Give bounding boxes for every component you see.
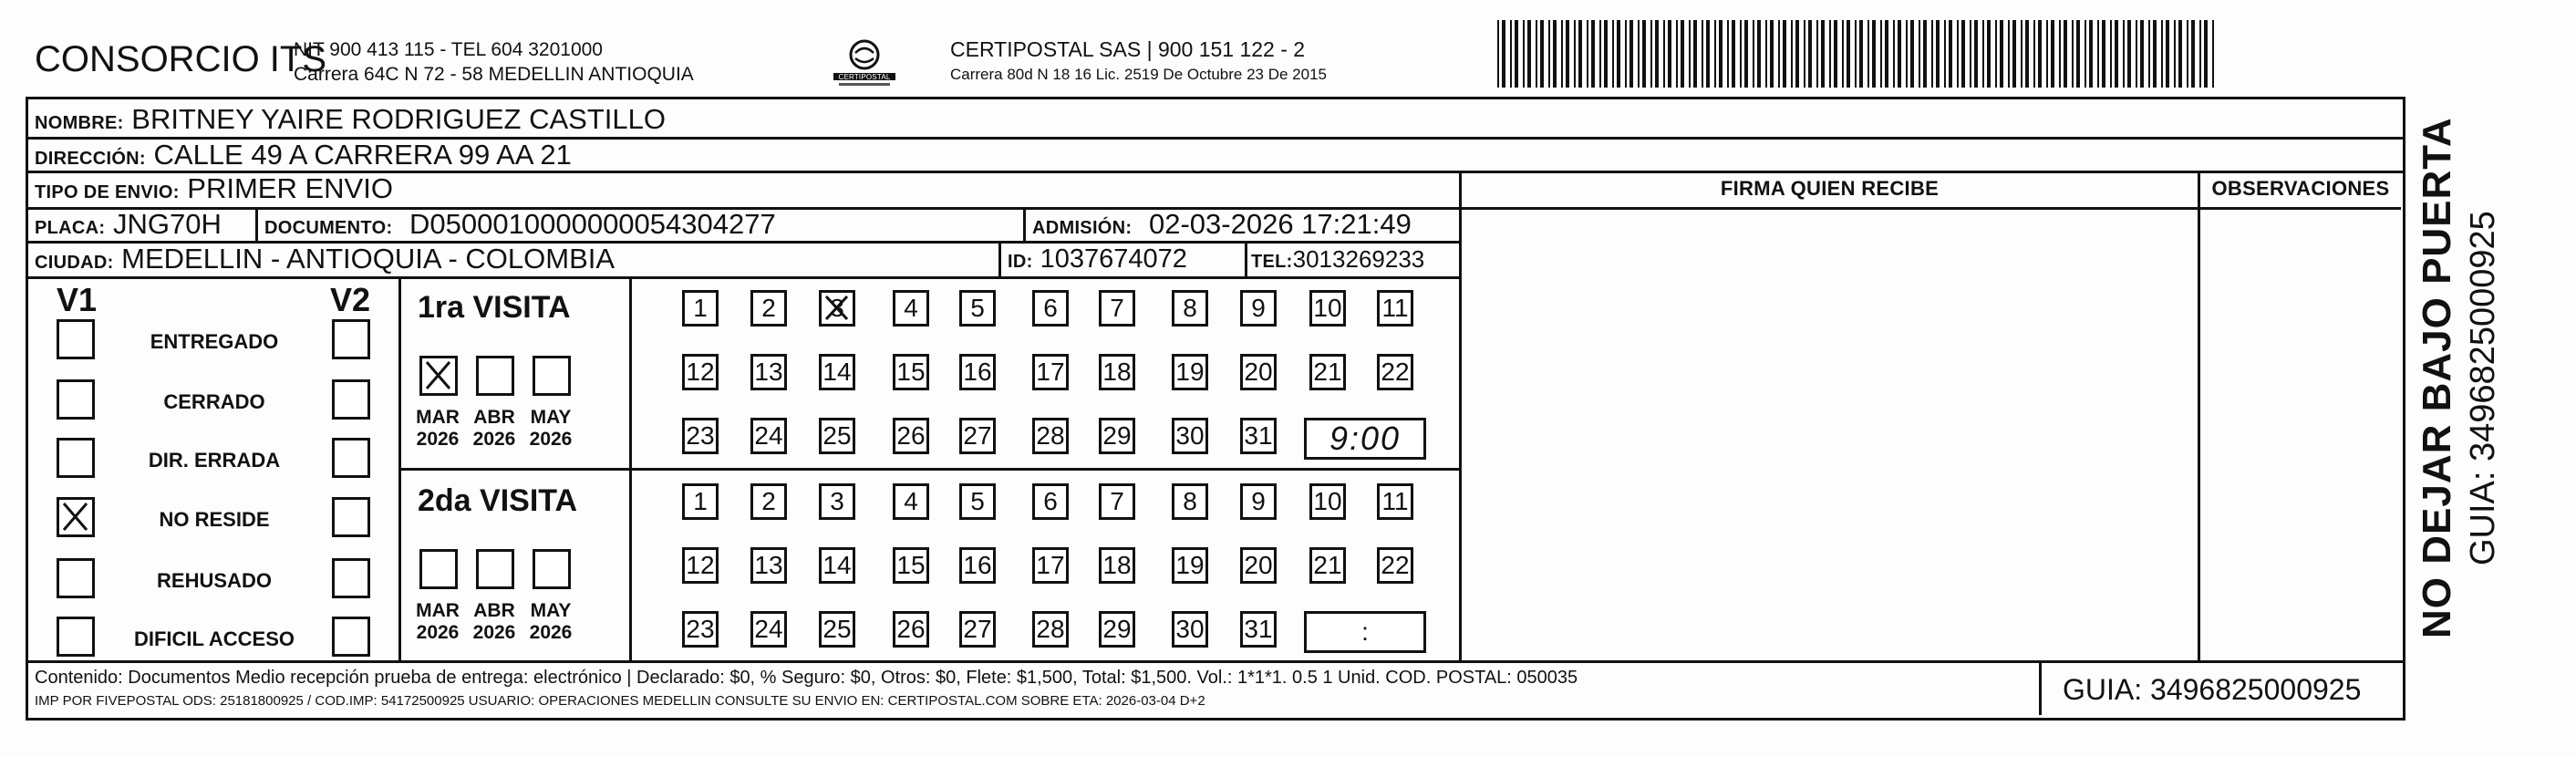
city-value: MEDELLIN - ANTIOQUIA - COLOMBIA [121, 243, 616, 275]
address-label: DIRECCIÓN: [35, 149, 146, 169]
month-label: MAR 2026 [416, 600, 460, 643]
day-cell[interactable]: 5 [959, 290, 996, 327]
day-cell[interactable]: 17 [1032, 354, 1069, 390]
side-warning: NO DEJAR BAJO PUERTA [2415, 117, 2459, 638]
shipment-type: PRIMER ENVIO [187, 172, 393, 204]
v2-checkbox[interactable] [332, 558, 370, 598]
day-cell[interactable]: 3 [819, 483, 855, 520]
day-cell[interactable]: 11 [1377, 483, 1413, 520]
type-row [35, 171, 393, 211]
day-cell[interactable]: 12 [682, 354, 719, 390]
day-cell[interactable]: 24 [750, 418, 787, 454]
logo-caption: CERTIPOSTAL [838, 73, 891, 81]
day-cell[interactable]: 16 [959, 354, 996, 390]
recipient-address: CALLE 49 A CARRERA 99 AA 21 [153, 139, 572, 171]
day-cell[interactable]: 13 [750, 354, 787, 390]
month-label: ABR 2026 [472, 600, 516, 643]
day-cell[interactable]: 20 [1240, 547, 1277, 584]
day-cell[interactable]: 30 [1172, 418, 1208, 454]
day-cell[interactable]: 27 [959, 611, 996, 648]
city-label: CIUDAD: [35, 253, 114, 273]
id-label: ID: [1008, 252, 1033, 272]
v2-checkbox[interactable] [332, 319, 370, 359]
day-cell[interactable]: 15 [893, 354, 929, 390]
day-cell[interactable]: 18 [1099, 354, 1135, 390]
day-cell[interactable]: 6 [1032, 290, 1069, 327]
day-cell[interactable]: 3 [819, 290, 855, 327]
day-cell[interactable]: 28 [1032, 611, 1069, 648]
day-cell[interactable]: 1 [682, 483, 719, 520]
month-checkbox[interactable] [533, 356, 571, 396]
day-cell[interactable]: 22 [1377, 354, 1413, 390]
day-cell[interactable]: 14 [819, 547, 855, 584]
day-cell[interactable]: 31 [1240, 611, 1277, 648]
month-checkbox[interactable] [533, 549, 571, 589]
time-box[interactable]: 9:00 [1304, 418, 1426, 460]
carrier-address: Carrera 80d N 18 16 Lic. 2519 De Octubre 23 De 2015 [950, 66, 1327, 83]
month-checkbox[interactable] [419, 549, 458, 589]
month-checkbox[interactable] [419, 356, 458, 396]
day-cell[interactable]: 11 [1377, 290, 1413, 327]
document-value: D0500010000000054304277 [409, 208, 776, 240]
v1-checkbox[interactable] [57, 558, 95, 598]
company-address: Carrera 64C N 72 - 58 MEDELLIN ANTIOQUIA [294, 64, 694, 85]
plate-label: PLACA: [35, 218, 106, 238]
day-cell[interactable]: 26 [893, 611, 929, 648]
v1-checkbox[interactable] [57, 497, 95, 537]
tel-label: TEL: [1251, 252, 1293, 272]
day-cell[interactable]: 21 [1309, 354, 1346, 390]
month-label: MAY 2026 [529, 407, 573, 450]
company-nit: NIT 900 413 115 - TEL 604 3201000 [294, 39, 603, 60]
observaciones-header: OBSERVACIONES [2211, 177, 2390, 200]
month-checkbox[interactable] [476, 356, 514, 396]
day-cell[interactable]: 6 [1032, 483, 1069, 520]
day-cell[interactable]: 8 [1172, 290, 1208, 327]
status-label: DIR. ERRADA [148, 449, 281, 472]
day-cell[interactable]: 4 [893, 483, 929, 520]
v2-checkbox[interactable] [332, 438, 370, 478]
day-cell[interactable]: 25 [819, 418, 855, 454]
day-cell[interactable]: 1 [682, 290, 719, 327]
day-cell[interactable]: 23 [682, 418, 719, 454]
day-cell[interactable]: 26 [893, 418, 929, 454]
day-cell[interactable]: 5 [959, 483, 996, 520]
month-checkbox[interactable] [476, 549, 514, 589]
v1-checkbox[interactable] [57, 617, 95, 657]
firma-header: FIRMA QUIEN RECIBE [1720, 177, 1940, 200]
footer-guia: GUIA: 3496825000925 [2063, 673, 2362, 706]
city-cell [35, 241, 615, 281]
status-label: CERRADO [163, 390, 265, 413]
visit-title: 1ra VISITA [418, 290, 571, 325]
month-label: MAR 2026 [416, 407, 460, 450]
barcode [1495, 20, 2225, 88]
status-label: ENTREGADO [150, 330, 279, 353]
status-label: NO RESIDE [159, 508, 270, 531]
day-cell[interactable]: 2 [750, 290, 787, 327]
type-label: TIPO DE ENVIO: [35, 182, 180, 202]
v2-header: V2 [330, 281, 371, 318]
day-cell[interactable]: 4 [893, 290, 929, 327]
day-cell[interactable]: 24 [750, 611, 787, 648]
v2-checkbox[interactable] [332, 379, 370, 420]
day-cell[interactable]: 9 [1240, 290, 1277, 327]
month-label: MAY 2026 [529, 600, 573, 643]
visit-title: 2da VISITA [418, 483, 578, 518]
day-cell[interactable]: 10 [1309, 483, 1346, 520]
v1-checkbox[interactable] [57, 438, 95, 478]
day-cell[interactable]: 27 [959, 418, 996, 454]
day-cell[interactable]: 29 [1099, 611, 1135, 648]
v2-checkbox[interactable] [332, 497, 370, 537]
day-cell[interactable]: 25 [819, 611, 855, 648]
footer-imp: IMP POR FIVEPOSTAL ODS: 25181800925 / COD.IMP: 54172500925 USUARIO: OPERACIONES MEDELLIN CONSULTE SU ENVIO EN: CERTIPOSTAL.COM SOBRE ETA: 2026-03-04 D+2 [35, 693, 1205, 709]
day-cell[interactable]: 9 [1240, 483, 1277, 520]
day-cell[interactable]: 13 [750, 547, 787, 584]
name-label: NOMBRE: [35, 113, 124, 133]
day-cell[interactable]: 8 [1172, 483, 1208, 520]
side-guia: GUIA: 3496825000925 [2464, 211, 2502, 565]
day-cell[interactable]: 7 [1099, 290, 1135, 327]
status-label: REHUSADO [157, 569, 272, 592]
day-cell[interactable]: 29 [1099, 418, 1135, 454]
v1-checkbox[interactable] [57, 319, 95, 359]
carrier-name: CERTIPOSTAL SAS | 900 151 122 - 2 [950, 37, 1306, 61]
day-cell[interactable]: 28 [1032, 418, 1069, 454]
v1-header: V1 [57, 281, 98, 318]
day-cell[interactable]: 10 [1309, 290, 1346, 327]
day-cell[interactable]: 19 [1172, 547, 1208, 584]
day-cell[interactable]: 23 [682, 611, 719, 648]
id-cell [1008, 241, 1187, 280]
month-label: ABR 2026 [472, 407, 516, 450]
day-cell[interactable]: 19 [1172, 354, 1208, 390]
day-cell[interactable]: 12 [682, 547, 719, 584]
day-cell[interactable]: 21 [1309, 547, 1346, 584]
day-cell[interactable]: 16 [959, 547, 996, 584]
day-cell[interactable]: 15 [893, 547, 929, 584]
recipient-name: BRITNEY YAIRE RODRIGUEZ CASTILLO [131, 103, 666, 135]
day-cell[interactable]: 17 [1032, 547, 1069, 584]
v1-checkbox[interactable] [57, 379, 95, 420]
day-cell[interactable]: 14 [819, 354, 855, 390]
footer-content: Contenido: Documentos Medio recepción prueba de entrega: electrónico | Declarado: $0, % Seguro: $0, Otros: $0, Flete: $1,500, Total: $1,500. Vol.: 1*1*1. 0.5 1 Unid. COD. POSTAL: 050035 [35, 668, 1578, 688]
admission-value: 02-03-2026 17:21:49 [1149, 208, 1412, 240]
document-label: DOCUMENTO: [264, 218, 393, 238]
day-cell[interactable]: 7 [1099, 483, 1135, 520]
day-cell[interactable]: 18 [1099, 547, 1135, 584]
name-row [35, 101, 666, 141]
plate-value: JNG70H [112, 208, 222, 240]
day-cell[interactable]: 30 [1172, 611, 1208, 648]
day-cell[interactable]: 31 [1240, 418, 1277, 454]
day-cell[interactable]: 20 [1240, 354, 1277, 390]
day-cell[interactable]: 2 [750, 483, 787, 520]
certipostal-logo [830, 36, 899, 89]
tel-cell [1251, 241, 1424, 280]
status-label: DIFICIL ACCESO [133, 627, 295, 650]
v2-checkbox[interactable] [332, 617, 370, 657]
time-box[interactable]: : [1304, 611, 1426, 653]
day-cell[interactable]: 22 [1377, 547, 1413, 584]
admission-label: ADMISIÓN: [1032, 218, 1133, 238]
tel-value: 3013269233 [1292, 245, 1425, 273]
company-name: CONSORCIO ITS [35, 39, 327, 79]
id-value: 1037674072 [1040, 244, 1187, 274]
